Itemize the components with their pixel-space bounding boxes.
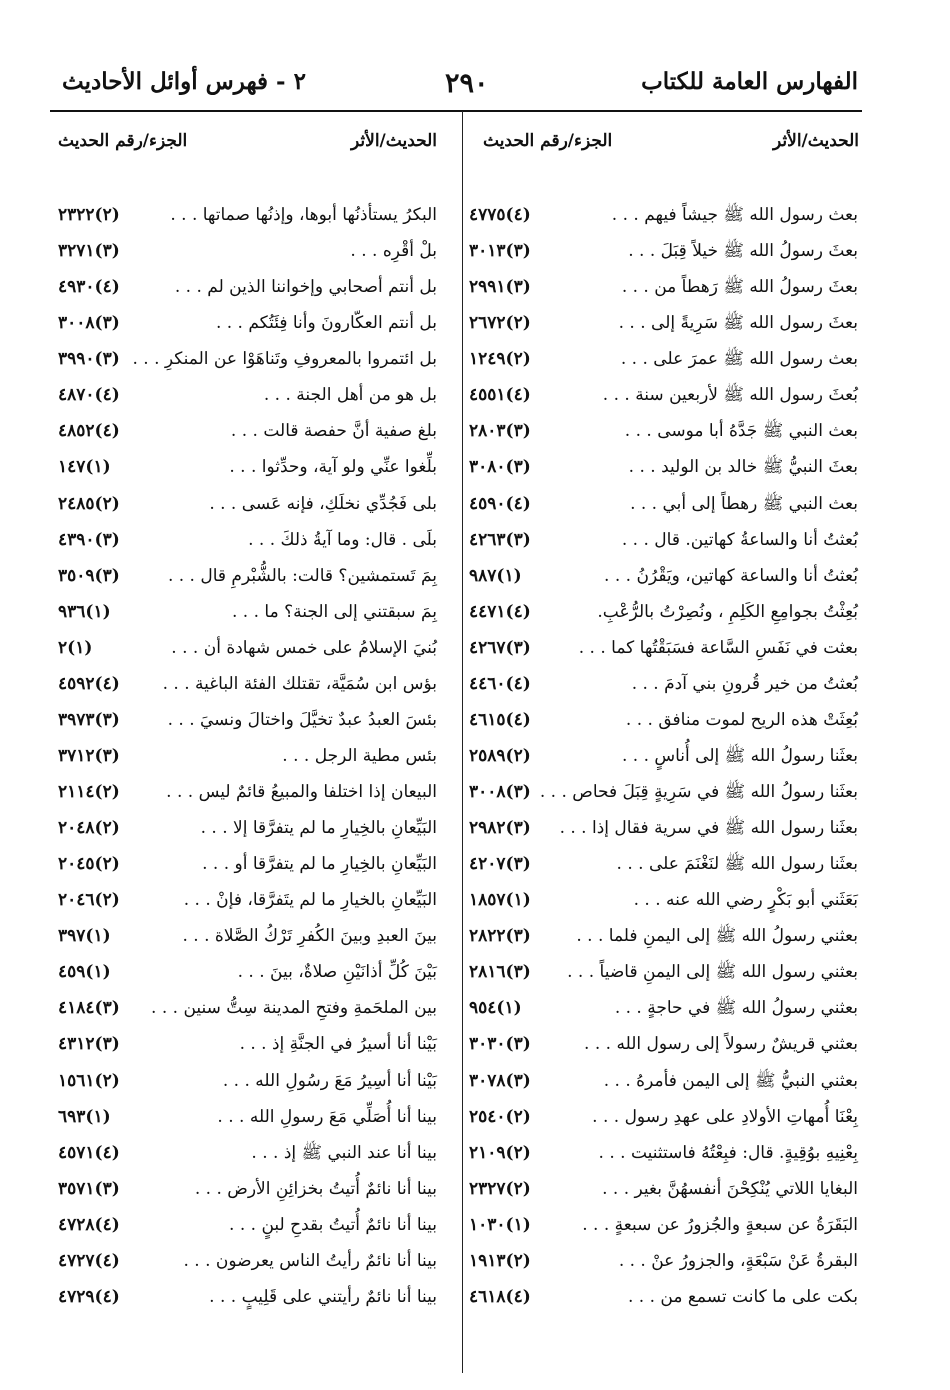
volume-hadith-ref: (٤)٤٩٣٠	[58, 277, 120, 298]
volume-hadith-ref: (٢)٢٦٧٢	[469, 313, 531, 334]
volume-hadith-ref: (١)٢	[58, 637, 93, 658]
volume-hadith-ref: (٤)٤٦١٥	[469, 709, 531, 730]
hadith-text: بلْ أقْرِه . . .	[350, 241, 437, 262]
hadith-text: بعثني النبيُّ ﷺ إلى اليمن فأمرهُ . . .	[603, 1070, 858, 1091]
index-entry	[50, 594, 462, 630]
index-entry	[463, 377, 863, 413]
hadith-text: بَيْنَ كُلِّ أذانَيْنِ صلاةٌ، بينَ . . .	[237, 962, 437, 983]
page-number: ٢٩٠	[445, 68, 489, 99]
hadith-text: بعثَنا رسولُ الله ﷺ في سَرِيةٍ قِبَلَ فحاص . . .	[539, 782, 858, 802]
index-entry	[463, 594, 863, 630]
volume-hadith-ref: (٤)٤٨٥٢	[58, 421, 120, 442]
index-entry	[463, 810, 863, 846]
volume-hadith-ref: (٣)٢٨٢٢	[469, 926, 531, 947]
hadith-text: بعث النبي ﷺ جَدَّهُ أبا موسى . . .	[624, 421, 858, 442]
volume-hadith-ref: (٢)٢٣٢٢	[58, 205, 120, 225]
hadith-text: بعثني قريشٌ رسولاً إلى رسول الله . . .	[584, 1034, 858, 1055]
volume-hadith-ref: (٣)٣٥٠٩	[58, 565, 120, 586]
index-entry	[463, 197, 863, 233]
index-entry	[50, 810, 462, 846]
hadith-text: بُعثتُ أنا والساعةُ كهاتين. قال . . .	[621, 529, 858, 550]
hadith-text: بل ائتمروا بالمعروفِ وتَناهَوْا عن المنكرِ . . .	[132, 349, 437, 370]
index-entry	[463, 558, 863, 594]
index-entry	[463, 486, 863, 522]
volume-hadith-ref: (٣)٤٢٠٧	[469, 854, 531, 875]
index-entry	[463, 1026, 863, 1062]
index-entry	[50, 774, 462, 810]
volume-hadith-ref: (٣)٣٠٨٠	[469, 457, 531, 478]
volume-hadith-ref: (٢)٢١٠٩	[469, 1142, 531, 1163]
index-entry	[50, 486, 462, 522]
volume-hadith-ref: (٤)٤٤٦٠	[469, 673, 531, 694]
hadith-column-label: الحديث/الأثر	[773, 131, 859, 151]
hadith-text: بُعثتُ أنا والساعة كهاتين، ويَقْرُنُ . . .	[604, 565, 858, 586]
volume-hadith-ref: (٤)٤٥٥١	[469, 385, 531, 406]
hadith-text: بَعَثَني أبو بَكْرٍ رضي الله عنه . . .	[633, 890, 858, 911]
index-entry	[463, 990, 863, 1026]
hadith-text: بعثَنا رسول الله ﷺ في سرية فقال إذا . . .	[559, 818, 858, 839]
hadith-text: بَيْنا أنا أسيرُ في الجنَّةِ إذ . . .	[239, 1034, 437, 1055]
index-entry	[463, 738, 863, 774]
index-entry	[463, 305, 863, 341]
index-entry	[463, 882, 863, 918]
volume-hadith-ref: (٣)٤٢٦٧	[469, 637, 531, 658]
right-entries	[463, 197, 863, 1315]
volume-hadith-ref: (١)٩٨٧	[469, 565, 522, 586]
hadith-text: بِعْنِيهِ بوُقِيةٍ. قال: فبِعْتُهُ فاستثنيت . . .	[598, 1142, 858, 1163]
volume-hadith-ref: (٣)٣٠٠٨	[469, 782, 531, 802]
hadith-text: بعثني رسولُ الله ﷺ في حاجةٍ . . .	[614, 998, 858, 1019]
index-entry	[50, 1135, 462, 1171]
hadith-text: بعثَ رسولُ الله ﷺ رَهطاً من . . .	[621, 277, 858, 298]
hadith-text: بلى فَجُدِّي نخلَكِ، فإنه عَسى . . .	[209, 493, 437, 514]
volume-hadith-ref: (٤)٤٧٢٨	[58, 1214, 120, 1235]
volume-hadith-ref: (٢)١٩١٣	[469, 1250, 531, 1271]
index-entry	[50, 377, 462, 413]
volume-hadith-ref: (٣)٣٠٠٨	[58, 313, 120, 334]
hadith-text: بعثَ رسولُ الله ﷺ خيلاً قِبَلَ . . .	[628, 241, 858, 262]
volume-hadith-ref: (٣)٣٠٣٠	[469, 1034, 531, 1055]
hadith-text: البَيِّعانِ بالخيارِ ما لم يتَفرَّقا، فإنْ . . .	[183, 890, 437, 911]
hadith-text: بعثَنا رسولُ الله ﷺ إلى أُناسٍ . . .	[621, 745, 858, 766]
index-entry	[50, 918, 462, 954]
index-entry	[50, 1099, 462, 1135]
volume-hadith-ref: (١)١٠٣٠	[469, 1214, 531, 1235]
volume-hadith-ref: (٣)٢٩٩١	[469, 277, 531, 298]
index-entry	[463, 1207, 863, 1243]
index-entry	[463, 1243, 863, 1279]
hadith-text: بينَ العبدِ وبينَ الكُفرِ تَرْكُ الصَّلاة . . .	[182, 926, 437, 947]
volume-hadith-ref: (٤)٤٦١٨	[469, 1286, 531, 1307]
index-entry	[463, 774, 863, 810]
index-entry	[463, 666, 863, 702]
index-entry	[463, 522, 863, 558]
index-entry	[50, 666, 462, 702]
hadith-text: بلغ صفية أنَّ حفصة قالت . . .	[230, 421, 437, 442]
hadith-text: بعثت في نَفَسِ السَّاعة فسَبَقْتُها كما . . .	[578, 637, 858, 658]
hadith-text: بينا أنا عند النبي ﷺ إذ . . .	[251, 1142, 437, 1163]
hadith-text: بُعِثْتُ بجوامِعِ الكَلِمِ ، ونُصِرْتُ بالرُّعْبِ.	[597, 601, 858, 622]
index-entry	[463, 954, 863, 990]
volume-hadith-ref: (٢)٢٠٤٦	[58, 890, 120, 911]
volume-hadith-ref: (٣)٣٩٧٣	[58, 709, 120, 730]
hadith-text: بينا أنا نائمٌ رأيتني على قَلِيبٍ . . .	[209, 1286, 437, 1307]
index-entry	[50, 882, 462, 918]
hadith-text: البقرةُ عَنْ سَبْعَةٍ، والجزورُ عنْ . . .	[618, 1250, 858, 1271]
index-entry	[50, 413, 462, 449]
hadith-text: بعثني رسولُ الله ﷺ إلى اليمنِ فلما . . .	[576, 926, 858, 947]
index-entry	[50, 1207, 462, 1243]
index-entry	[50, 702, 462, 738]
index-entry	[463, 1135, 863, 1171]
volume-hadith-ref: (٢)٢٥٤٠	[469, 1106, 531, 1127]
hadith-text: البيعان إذا اختلفا والمبيعُ قائمٌ ليس . . .	[166, 782, 437, 802]
volume-hadith-ref: (١)١٤٧	[58, 457, 111, 478]
index-entry	[50, 846, 462, 882]
volume-hadith-ref: (٢)٢٣٢٧	[469, 1178, 531, 1199]
volume-hadith-ref: (٣)٢٩٨٢	[469, 818, 531, 839]
page-header	[0, 62, 950, 112]
hadith-text: بِمَ تَستمشين؟ قالت: بالشُّبْرمِ قال . . .	[167, 565, 437, 586]
volume-hadith-ref: (٣)٢٨١٦	[469, 962, 531, 983]
volume-hadith-ref: (٤)٤٧٧٥	[469, 205, 531, 225]
volume-hadith-ref: (٤)٤٥٧١	[58, 1142, 120, 1163]
hadith-text: بين الملحَمةِ وفتحِ المدينة سِتُّ سنين . . .	[151, 998, 437, 1019]
index-entry	[50, 1171, 462, 1207]
volume-hadith-ref: (٣)٣٠١٣	[469, 241, 531, 262]
hadith-text: بعثَنا رسول الله ﷺ لنَغْنَمَ على . . .	[616, 854, 858, 875]
hadith-text: بئسَ العبدُ عبدٌ تخيَّلَ واختالَ ونسيَ . . .	[167, 709, 437, 730]
hadith-text: بينا أنا نائمٌ أُتيتُ بخزائِنِ الأرض . . .	[194, 1178, 437, 1199]
index-entry	[50, 305, 462, 341]
index-entry	[50, 558, 462, 594]
volume-hadith-ref: (١)٩٣٦	[58, 601, 111, 622]
index-entry	[50, 341, 462, 377]
index-entry	[463, 702, 863, 738]
ref-column-label: الجزء/رقم الحديث	[58, 131, 188, 151]
volume-hadith-ref: (٢)١٢٤٩	[469, 349, 531, 370]
hadith-text: بؤس ابن سُمَيَّة، تقتلك الفئة الباغية . . .	[162, 673, 437, 694]
volume-hadith-ref: (٣)٢٨٠٣	[469, 421, 531, 442]
volume-hadith-ref: (٢)٢٥٨٩	[469, 745, 531, 766]
volume-hadith-ref: (٣)٣٥٧١	[58, 1178, 120, 1199]
volume-hadith-ref: (٤)٤٤٧١	[469, 601, 531, 622]
left-column-header	[50, 111, 462, 165]
index-entry	[463, 449, 863, 485]
hadith-text: بِعْنَا أُمهاتِ الأولادِ على عهدِ رسول . . .	[592, 1106, 858, 1127]
index-entry	[463, 269, 863, 305]
hadith-text: بعثَ رسول الله ﷺ سَرِيةً إلى . . .	[618, 313, 858, 334]
index-entry	[50, 197, 462, 233]
right-column	[463, 111, 863, 1307]
index-entry	[463, 1063, 863, 1099]
hadith-text: البغايا اللاتي يُنْكِحْنَ أنفسهُنَّ بغير . . .	[602, 1178, 858, 1199]
volume-hadith-ref: (٣)٤٢٦٣	[469, 529, 531, 550]
index-entry	[463, 413, 863, 449]
volume-hadith-ref: (٣)٤٣٩٠	[58, 529, 120, 550]
hadith-text: بل أنتم العكّارونَ وأنا فِئَتُكم . . .	[215, 313, 437, 334]
index-entry	[463, 918, 863, 954]
hadith-text: البَيِّعانِ بالخِيارِ ما لم يتفرَّقا أو . . .	[202, 854, 437, 875]
ref-column-label: الجزء/رقم الحديث	[483, 131, 613, 151]
volume-hadith-ref: (٤)٤٥٩٢	[58, 673, 120, 694]
hadith-text: بعث رسول الله ﷺ جيشاً فيهم . . .	[611, 205, 858, 225]
volume-hadith-ref: (٢)٢١١٤	[58, 782, 120, 802]
volume-hadith-ref: (١)٣٩٧	[58, 926, 111, 947]
volume-hadith-ref: (٣)٣٩٩٠	[58, 349, 120, 370]
hadith-text: بلَى . قال: وما آيةُ ذلكَ . . .	[248, 529, 437, 550]
volume-hadith-ref: (١)٩٥٤	[469, 998, 522, 1019]
hadith-column-label: الحديث/الأثر	[351, 131, 437, 151]
index-entry	[50, 1026, 462, 1062]
left-entries	[50, 197, 462, 1315]
hadith-text: البَيِّعانِ بالخِيارِ ما لم يتفرَّقا إلا . . .	[200, 818, 437, 839]
hadith-text: بُعِثَتْ هذه الريح لموت منافق . . .	[625, 709, 858, 730]
hadith-text: البكرُ يستأذنُها أبوها، وإذنُها صماتها . . .	[170, 205, 437, 225]
index-entry	[50, 1243, 462, 1279]
hadith-text: بُعثَ رسول الله ﷺ لأربعين سنة . . .	[602, 385, 858, 406]
index-entry	[50, 233, 462, 269]
index-entry	[50, 990, 462, 1026]
index-entry	[463, 233, 863, 269]
index-entry	[50, 630, 462, 666]
volume-hadith-ref: (٤)٤٥٩٠	[469, 493, 531, 514]
volume-hadith-ref: (١)٦٩٣	[58, 1106, 111, 1127]
left-column	[50, 111, 462, 1307]
hadith-text: بل أنتم أصحابي وإخواننا الذين لم . . .	[174, 277, 437, 298]
hadith-text: البَقَرَةُ عن سبعةٍ والجُزورُ عن سبعةٍ . . .	[582, 1214, 858, 1235]
volume-hadith-ref: (٤)٤٧٢٧	[58, 1250, 120, 1271]
volume-hadith-ref: (٣)٤١٨٤	[58, 998, 120, 1019]
volume-hadith-ref: (٤)٤٧٢٩	[58, 1286, 120, 1307]
volume-hadith-ref: (١)٤٥٩	[58, 962, 111, 983]
volume-hadith-ref: (٣)٣٢٧١	[58, 241, 120, 262]
volume-hadith-ref: (٢)٢٤٨٥	[58, 493, 120, 514]
hadith-text: بكت على ما كانت تسمع من . . .	[628, 1286, 858, 1307]
index-entry	[50, 1279, 462, 1315]
volume-hadith-ref: (٢)١٥٦١	[58, 1070, 120, 1091]
hadith-text: بِمَ سبقتني إلى الجنة؟ ما . . .	[232, 601, 437, 622]
index-entry	[50, 522, 462, 558]
hadith-text: بينا أنا أُصَلِّي مَعَ رسولِ الله . . .	[217, 1106, 437, 1127]
index-entry	[463, 630, 863, 666]
hadith-text: بلِّغوا عنِّي ولو آية، وحدِّثوا . . .	[229, 457, 437, 478]
index-entry	[50, 269, 462, 305]
volume-hadith-ref: (٢)٢٠٤٥	[58, 854, 120, 875]
index-entry	[50, 738, 462, 774]
index-entry	[50, 449, 462, 485]
hadith-text: بعثني رسول الله ﷺ إلى اليمنِ قاضياً . . .	[567, 962, 858, 983]
hadith-text: بل هو من أهل الجنة . . .	[263, 385, 437, 406]
hadith-text: بُنيَ الإسلامُ على خمس شهادة أن . . .	[171, 637, 437, 658]
hadith-text: بئس مطية الرجل . . .	[282, 745, 437, 766]
volume-hadith-ref: (٤)٤٨٧٠	[58, 385, 120, 406]
volume-hadith-ref: (١)١٨٥٧	[469, 890, 531, 911]
index-entry	[463, 846, 863, 882]
volume-hadith-ref: (٣)٣٧١٢	[58, 745, 120, 766]
right-column-header	[463, 111, 863, 165]
index-entry	[463, 1279, 863, 1315]
volume-hadith-ref: (٣)٤٣١٢	[58, 1034, 120, 1055]
hadith-text: بَيْنا أنا أسِيرُ مَعَ رسُولِ الله . . .	[222, 1070, 437, 1091]
index-entry	[463, 1171, 863, 1207]
hadith-text: بينا أنا نائمٌ أُتيتُ بقدحِ لبنٍ . . .	[229, 1214, 437, 1235]
book-index-title: الفهارس العامة للكتاب	[641, 68, 858, 95]
index-entry	[50, 1063, 462, 1099]
hadith-text: بعثَ النبيُّ ﷺ خالد بن الوليد . . .	[628, 457, 858, 478]
index-entry	[50, 954, 462, 990]
hadith-text: بعث النبي ﷺ رهطاً إلى أبي . . .	[630, 493, 858, 514]
volume-hadith-ref: (٢)٢٠٤٨	[58, 818, 120, 839]
index-entry	[463, 341, 863, 377]
section-title: ٢ - فهرس أوائل الأحاديث	[62, 68, 306, 95]
volume-hadith-ref: (٣)٣٠٧٨	[469, 1070, 531, 1091]
hadith-text: بعث رسول الله ﷺ عمرَ على . . .	[620, 349, 858, 370]
index-entry	[463, 1099, 863, 1135]
hadith-text: بُعثتُ من خير قُرونِ بني آدمَ . . .	[631, 673, 858, 694]
hadith-text: بينا أنا نائمٌ رأيتُ الناس يعرضون . . .	[183, 1250, 437, 1271]
